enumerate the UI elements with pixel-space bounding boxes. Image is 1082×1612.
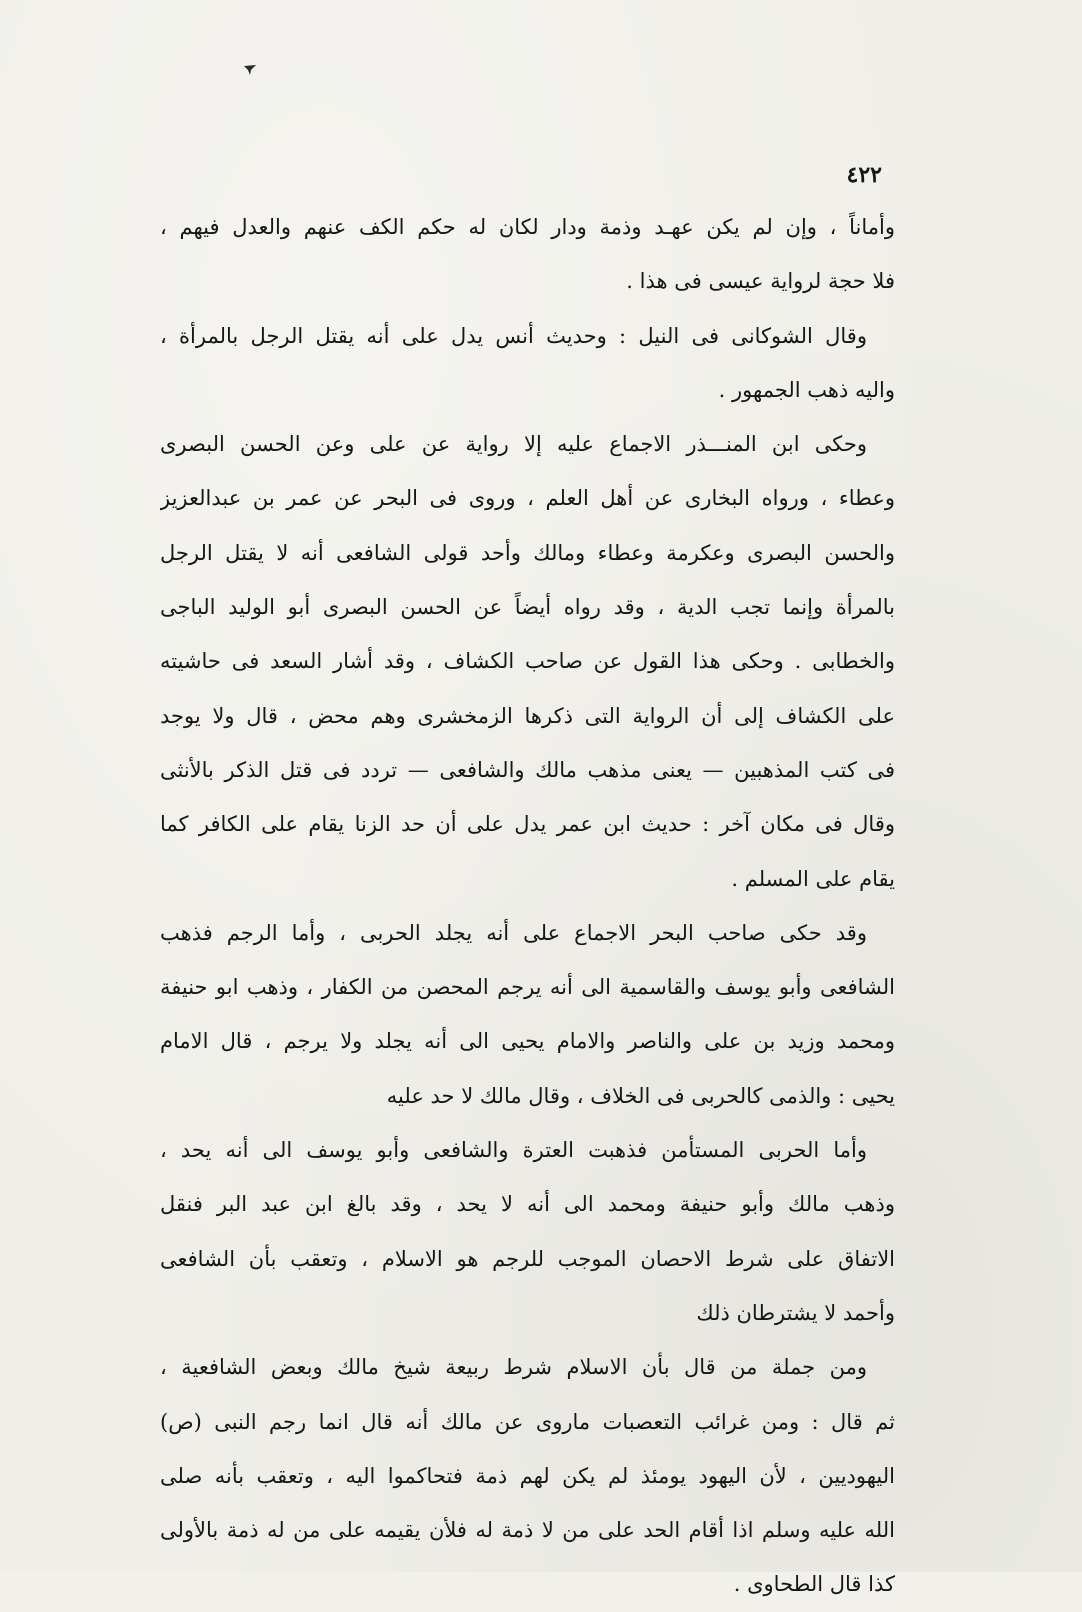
text-line: بالمرأة وإنما تجب الدية ، وقد رواه أيضاً عن الحسن البصرى أبو الوليد الباجى <box>160 595 895 620</box>
text-line: كذا قال الطحاوى . <box>733 1572 895 1597</box>
body-text <box>160 200 895 1612</box>
text-line: وقال فى مكان آخر : حديث ابن عمر يدل على أن حد الزنا يقام على الكافر كما <box>160 812 895 837</box>
text-line: وأماناً ، وإن لم يكن عهـد وذمة ودار لكان له حكم الكف عنهم والعدل فيهم ، <box>160 215 895 239</box>
text-line: يحيى : والذمى كالحربى فى الخلاف ، وقال مالك لا حد عليه <box>386 1083 895 1108</box>
text-line: على الكشاف إلى أن الرواية التى ذكرها الزمخشرى وهم محض ، قال ولا يوجد <box>160 703 895 728</box>
text-line: يقام على المسلم . <box>731 866 895 891</box>
text-line: الاتفاق على شرط الاحصان الموجب للرجم هو الاسلام ، وتعقب بأن الشافعى <box>160 1246 895 1271</box>
text-line: وأحمد لا يشترطان ذلك <box>696 1300 895 1325</box>
text-line: وقال الشوكانى فى النيل : وحديث أنس يدل على أنه يقتل الرجل بالمرأة ، <box>160 323 867 348</box>
text-line: ثم قال : ومن غرائب التعصبات ماروى عن مالك أنه قال انما رجم النبى (ص) <box>160 1409 895 1434</box>
text-line: والخطابى . وحكى هذا القول عن صاحب الكشاف ، وقد أشار السعد فى حاشيته <box>160 649 895 674</box>
text-line: وعطاء ، ورواه البخارى عن أهل العلم ، وروى فى البحر عن عمر بن عبدالعزيز <box>160 486 895 511</box>
text-line: والحسن البصرى وعكرمة وعطاء ومالك وأحد قولى الشافعى أنه لا يقتل الرجل <box>160 540 895 565</box>
text-line: الشافعى وأبو يوسف والقاسمية الى أنه يرجم المحصن من الكفار ، وذهب ابو حنيفة <box>160 975 895 1000</box>
text-line: ومن جملة من قال بأن الاسلام شرط ربيعة شيخ مالك وبعض الشافعية ، <box>160 1355 867 1380</box>
text-line: فى كتب المذهبين — يعنى مذهب مالك والشافعى — تردد فى قتل الذكر بالأنثى <box>160 757 895 782</box>
text-line: وحكى ابن المنـــذر الاجماع عليه إلا رواية عن على وعن الحسن البصرى <box>160 432 867 457</box>
text-line: وذهب مالك وأبو حنيفة ومحمد الى أنه لا يحد ، وقد بالغ ابن عبد البر فنقل <box>160 1192 895 1217</box>
ink-speck-mark <box>243 64 257 76</box>
text-line: الله عليه وسلم اذا أقام الحد على من لا ذمة له فلأن يقيمه على من له ذمة بالأولى <box>160 1518 895 1543</box>
page-number: ٤٢٢ <box>846 162 882 188</box>
text-line: فلا حجة لرواية عيسى فى هذا . <box>626 269 895 294</box>
text-line: اليهوديين ، لأن اليهود يومئذ لم يكن لهم ذمة فتحاكموا اليه ، وتعقب بأنه صلى <box>160 1463 895 1488</box>
text-line: وأما الحربى المستأمن فذهبت العترة والشافعى وأبو يوسف الى أنه يحد ، <box>160 1138 867 1163</box>
text-line: واليه ذهب الجمهور . <box>718 377 895 402</box>
text-line: وقد حكى صاحب البحر الاجماع على أنه يجلد الحربى ، وأما الرجم فذهب <box>160 920 867 945</box>
text-line: ومحمد وزيد بن على والناصر والامام يحيى الى أنه يجلد ولا يرجم ، قال الامام <box>160 1029 895 1054</box>
